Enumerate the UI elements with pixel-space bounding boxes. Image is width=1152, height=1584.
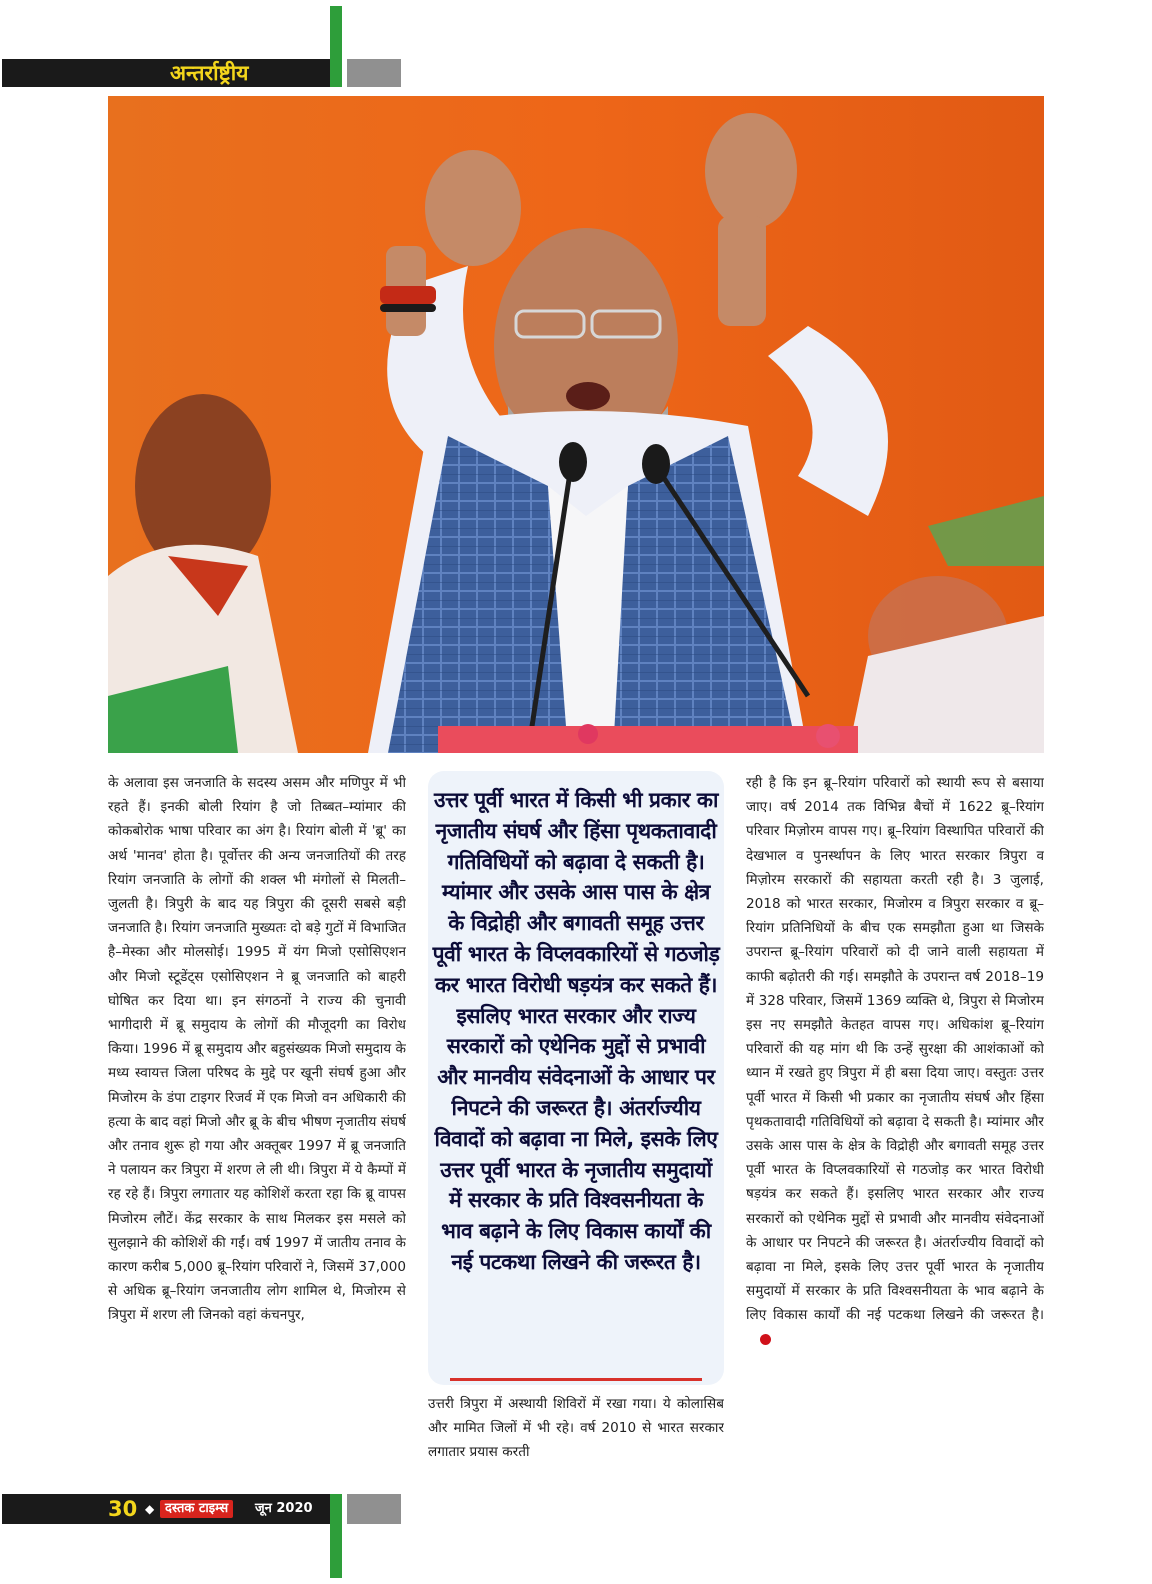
pull-quote-box [428,771,724,1385]
issue-date: जून 2020 [255,1501,313,1516]
pull-quote-text: उत्तर पूर्वी भारत में किसी भी प्रकार का नृजातीय संघर्ष और हिंसा पृथकतावादी गतिविधियों को बढ़ावा दे सकती है। म्यांमार और उसके आस पास के क्षेत्र के विद्रोही और बगावती समूह उत्तर पूर्वी भारत के विप्लवकारियों से गठजोड़ कर भारत विरोधी षड़यंत्र कर सकते हैं। इसलिए भारत सरकार और राज्य सरकारों को एथेनिक मुद्दों से प्रभावी और मानवीय संवेदनाओं के आधार पर निपटने की जरूरत है। अंतर्राज्यीय विवादों को बढ़ावा ना मिले, इसके लिए उत्तर पूर्वी भारत के नृजातीय समुदायों में सरकार के प्रति विश्वसनीयता के भाव बढ़ाने के लिए विकास कार्यों की नई पटकथा लिखने की जरूरत है। [432,788,720,1274]
end-of-article-dot-icon [760,1334,771,1345]
header-green-accent [330,6,342,87]
article-column-3-text: रही है कि इन ब्रू–रियांग परिवारों को स्थायी रूप से बसाया जाए। वर्ष 2014 तक विभिन्न बैचों में 1622 ब्रू–रियांग परिवार मिज़ोरम वापस गए। ब्रू–रियांग विस्थापित परिवारों की देखभाल व पुनर्स्थापन के लिए भारत सरकार त्रिपुरा व मिज़ोरम सरकारों की सहायता करती रही है। 3 जुलाई, 2018 को भारत सरकार, मिजोरम व त्रिपुरा सरकार व ब्रू–रियांग प्रतिनिधियों के बीच एक समझौता हुआ था जिसके उपरान्त ब्रू–रियांग परिवारों को दी जाने वाली सहायता में काफी बढ़ोतरी की गई। समझौते के उपरान्त वर्ष 2018–19 में 328 परिवार, जिसमें 1369 व्यक्ति थे, त्रिपुरा से मिजोरम इस नए समझौते केतहत वापस गए। अधिकांश ब्रू–रियांग परिवारों की यह मांग थी कि उन्हें सुरक्षा की आशंकाओं को ध्यान में रखते हुए त्रिपुरा में ही बसा दिया जाए। वस्तुतः उत्तर पूर्वी भारत में किसी भी प्रकार का नृजातीय संघर्ष और हिंसा पृथकतावादी गतिविधियों को बढ़ावा दे सकती है। म्यांमार और उसके आस पास के क्षेत्र के विद्रोही और बगावती समूह उत्तर पूर्वी भारत के विप्लवकारियों से गठजोड़ कर भारत विरोधी षड़यंत्र कर सकते हैं। इसलिए भारत सरकार और राज्य सरकारों को एथेनिक मुद्दों से प्रभावी और मानवीय संवेदनाओं के आधार पर निपटने की जरूरत है। अंतर्राज्यीय विवादों को बढ़ावा ना मिले, इसके लिए उत्तर पूर्वी भारत के नृजातीय समुदायों में सरकार के प्रति विश्वसनीयता के भाव बढ़ाने के लिए विकास कार्यों की नई पटकथा लिखने की जरूरत है। [746,775,1044,1324]
footer-green-accent [330,1494,342,1578]
article-column-1: के अलावा इस जनजाति के सदस्य असम और मणिपुर में भी रहते हैं। इनकी बोली रियांग है जो तिब्बत–म्यांमार की कोकबोरोक भाषा परिवार का अंग है। रियांग बोली में 'ब्रू' का अर्थ 'मानव' होता है। पूर्वोत्तर की अन्य जनजातियों की तरह रियांग जनजाति के लोगों की शक्ल भी मंगोलों से मिलती–जुलती है। त्रिपुरी के बाद यह त्रिपुरा की दूसरी सबसे बड़ी जनजाति है। रियांग जनजाति मुख्यतः दो बड़े गुटों में विभाजित है–मेस्का और मोलसोई। 1995 में यंग मिजो एसोसिएशन और मिजो स्टूडेंट्स एसोसिएशन ने ब्रू जनजाति को बाहरी घोषित कर दिया था। इन संगठनों ने राज्य की चुनावी भागीदारी में ब्रू समुदाय के लोगों की मौजूदगी का विरोध किया। 1996 में ब्रू समुदाय और बहुसंख्यक मिजो समुदाय के मध्य स्वायत्त जिला परिषद के मुद्दे पर खूनी संघर्ष हुआ और मिजोरम के डंपा टाइगर रिजर्व में एक मिजो वन अधिकारी की हत्या के बाद वहां मिजो और ब्रू के बीच भीषण नृजातीय संघर्ष और तनाव शुरू हो गया और अक्तूबर 1997 में ब्रू जनजाति ने पलायन कर त्रिपुरा में शरण ले ली थी। त्रिपुरा में ये कैम्पों में रह रहे हैं। त्रिपुरा लगातार यह कोशिशें करता रहा कि ब्रू वापस मिजोरम लौटें। केंद्र सरकार के साथ मिलकर इस मसले को सुलझाने की कोशिशें की गईं। वर्ष 1997 में जातीय तनाव के कारण करीब 5,000 ब्रू–रियांग परिवारों ने, जिसमें 37,000 से अधिक ब्रू–रियांग जनजातीय लोग शामिल थे, मिजोरम से त्रिपुरा में शरण ली जिनको वहां कंचनपुर, [108,775,406,1324]
article-column-2: उत्तरी त्रिपुरा में अस्थायी शिविरों में रखा गया। ये कोलासिब और मामित जिलों में भी रहे। वर्ष 2010 से भारत सरकार लगातार प्रयास करती [428,1396,724,1461]
footer-gray-block [347,1494,401,1524]
page-number: 30 [108,1497,138,1521]
footer-bullet-icon: ◆ [145,1502,155,1516]
lead-photo [108,96,1044,753]
header-gray-block [347,59,401,87]
photo-illustration [108,96,1044,753]
header-bar [2,59,330,87]
section-title: अन्तर्राष्ट्रीय [170,61,249,85]
pull-quote-rule [450,1378,702,1381]
magazine-logo: दस्तक टाइम्स [160,1500,233,1518]
article-column-3 [746,771,1044,1471]
